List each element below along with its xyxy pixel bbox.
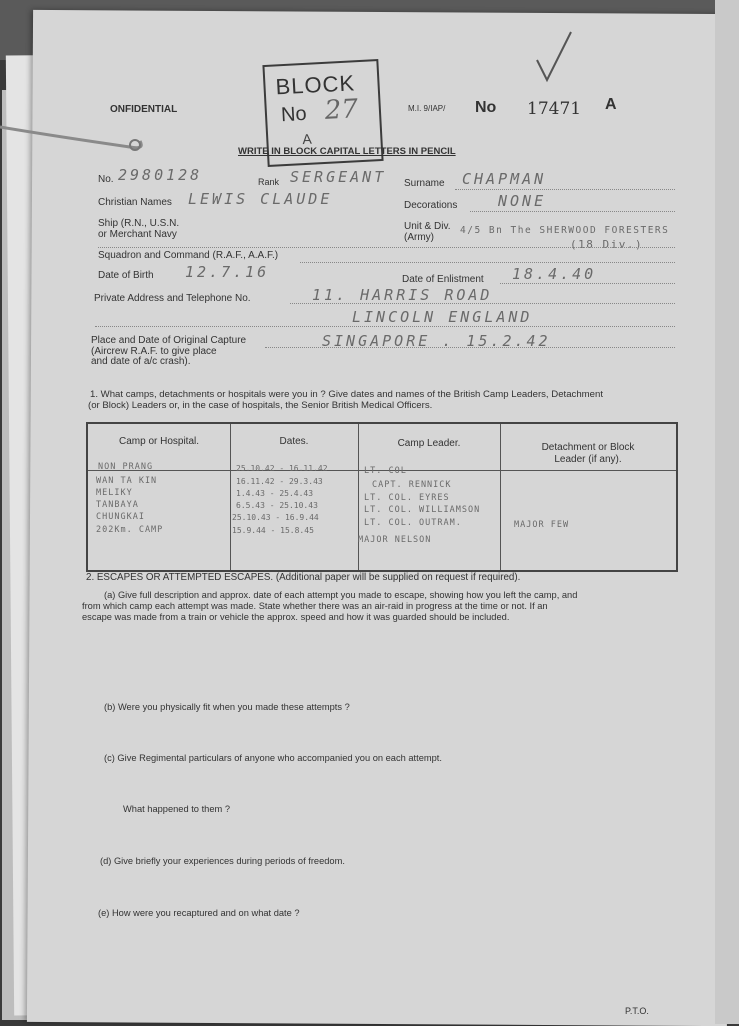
- header-detachment: Detachment or Block: [541, 442, 635, 453]
- capture-value: SINGAPORE . 15.2.42: [322, 332, 551, 350]
- capture-label-3: and date of a/c crash).: [91, 356, 191, 367]
- string-tie: [0, 115, 160, 165]
- surname-label: Surname: [404, 178, 445, 189]
- table-cell-leader: LT. COL. EYRES: [364, 493, 450, 503]
- question-2b: (b) Were you physically fit when you made these attempts ?: [104, 702, 350, 712]
- stamp-no-text: No: [280, 102, 308, 127]
- question-1-line-1: 1. What camps, detachments or hospitals were you in ? Give dates and names of the British Camp Leaders, Detachment: [90, 389, 603, 400]
- decorations-line: [470, 211, 675, 212]
- table-cell-leader: LT. COL. WILLIAMSON: [364, 505, 481, 515]
- table-cell-leader: LT. COL. OUTRAM.: [364, 518, 462, 528]
- question-2a-line-3: escape was made from a train or vehicle the approx. speed and how it was guarded should be included.: [82, 612, 510, 622]
- table-cell-camp: WAN TA KIN: [96, 476, 158, 486]
- christian-names-label: Christian Names: [98, 197, 172, 208]
- enlistment-value: 18.4.40: [512, 265, 597, 283]
- capture-label-1: Place and Date of Original Capture: [91, 335, 247, 346]
- address-value-2: LINCOLN ENGLAND: [352, 308, 533, 326]
- table-cell-camp: CHUNGKAI: [96, 512, 145, 522]
- question-1-line-2: (or Block) Leaders or, in the case of hospitals, the Senior British Medical Officers.: [88, 400, 433, 411]
- rank-value: SERGEANT: [290, 168, 387, 186]
- enlistment-label: Date of Enlistment: [402, 274, 484, 285]
- stamp-number: 27: [324, 94, 359, 126]
- decorations-label: Decorations: [404, 200, 458, 211]
- dob-label: Date of Birth: [98, 270, 154, 281]
- table-cell-camp: MELIKY: [96, 488, 133, 498]
- table-cell-camp: TANBAYA: [96, 500, 139, 510]
- rank-label: Rank: [258, 177, 280, 187]
- instruction-heading: WRITE IN BLOCK CAPITAL LETTERS IN PENCIL: [238, 146, 456, 157]
- dob-value: 12.7.16: [185, 263, 270, 281]
- header-detachment-2: Leader (if any).: [554, 454, 622, 465]
- question-2d: (d) Give briefly your experiences during periods of freedom.: [100, 856, 345, 866]
- ship-line: [98, 247, 675, 248]
- surname-value: CHAPMAN: [462, 170, 547, 188]
- table-cell-camp: 202Km. CAMP: [96, 525, 164, 535]
- table-cell-date: 15.9.44 - 15.8.45: [232, 526, 314, 535]
- question-2c-followup: What happened to them ?: [123, 804, 230, 814]
- capture-label-2: (Aircrew R.A.F. to give place: [91, 346, 217, 357]
- table-cell-leader: MAJOR NELSON: [358, 535, 432, 545]
- table-cell-date: 25.10.42 - 16.11.42: [236, 464, 328, 473]
- question-2-title: 2. ESCAPES OR ATTEMPTED ESCAPES. (Additional paper will be supplied on request if required).: [86, 572, 521, 583]
- enlistment-line: [500, 283, 675, 284]
- unit-value-1: 4/5 Bn The SHERWOOD FORESTERS: [460, 225, 670, 236]
- camps-table: [86, 422, 678, 572]
- unit-label-1: Unit & Div.: [404, 221, 451, 232]
- surname-line: [455, 189, 675, 190]
- pto-label: P.T.O.: [625, 1006, 649, 1016]
- address-value-1: 11. HARRIS ROAD: [312, 286, 493, 304]
- header-camp-leader: Camp Leader.: [397, 438, 461, 449]
- check-mark: [535, 30, 575, 85]
- capture-line: [265, 347, 675, 348]
- question-2c: (c) Give Regimental particulars of anyone who accompanied you on each attempt.: [104, 753, 442, 763]
- question-2e: (e) How were you recaptured and on what date ?: [98, 908, 300, 918]
- table-cell-date: 6.5.43 - 25.10.43: [236, 501, 318, 510]
- squadron-label: Squadron and Command (R.A.F., A.A.F.): [98, 250, 279, 261]
- unit-value-2: (18 Div.): [570, 238, 644, 251]
- stamp-letter: A: [301, 130, 313, 148]
- address-line-1: [290, 303, 675, 304]
- address-label: Private Address and Telephone No.: [94, 293, 251, 304]
- ref-number: 17471: [527, 99, 582, 119]
- question-2a-line-1: (a) Give full description and approx. date of each attempt you made to escape, showing how you left the camp, and: [104, 590, 578, 600]
- christian-names-value: LEWIS CLAUDE: [188, 190, 333, 208]
- table-cell-leader: CAPT. RENNICK: [372, 480, 452, 490]
- ref-suffix: A: [605, 96, 617, 113]
- question-2a-line-2: from which camp each attempt was made. State whether there was an air-raid in progress at the time or not. If an: [82, 601, 548, 611]
- header-dates: Dates.: [279, 436, 309, 447]
- stamp-block-text: BLOCK: [274, 70, 356, 100]
- right-paper-edge: [715, 0, 739, 1024]
- confidential-label: ONFIDENTIAL: [110, 104, 178, 115]
- table-cell-detachment: MAJOR FEW: [514, 520, 570, 530]
- table-cell-date: 16.11.42 - 29.3.43: [236, 477, 323, 486]
- ship-label-2: or Merchant Navy: [98, 229, 177, 240]
- table-cell-camp: NON PRANG: [98, 462, 154, 472]
- decorations-value: NONE: [498, 192, 547, 210]
- table-cell-leader: LT. COL: [364, 466, 407, 476]
- no-value: 2980128: [118, 166, 203, 184]
- address-line-2: [95, 326, 675, 327]
- table-cell-date: 25.10.43 - 16.9.44: [232, 513, 319, 522]
- ref-code: M.I. 9/IAP/: [408, 104, 446, 113]
- ref-no-label: No: [475, 99, 497, 116]
- ship-label-1: Ship (R.N., U.S.N.: [98, 218, 180, 229]
- squadron-line: [300, 262, 675, 263]
- header-camp: Camp or Hospital.: [118, 436, 200, 447]
- table-cell-date: 1.4.43 - 25.4.43: [236, 489, 314, 498]
- no-label: No.: [98, 174, 114, 185]
- unit-label-2: (Army): [404, 232, 434, 243]
